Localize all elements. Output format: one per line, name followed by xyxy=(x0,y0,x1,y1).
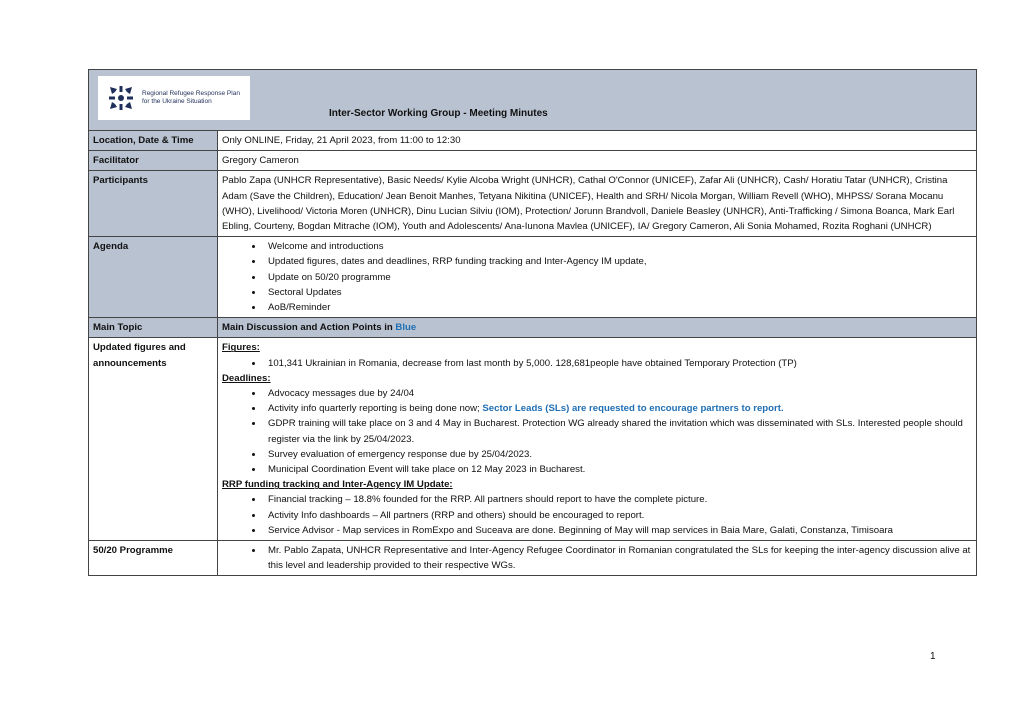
rrp-logo xyxy=(98,76,250,120)
participants-value: Pablo Zapa (UNHCR Representative), Basic Needs/ Kylie Alcoba Wright (UNHCR), Cathal O'Connor (UNICEF), Zafar Ali (UNHCR), Cash/ Horatiu Tatar (UNHCR), Cristina Adam (Save the Children), Education/ Jean Benoit Manhes, Tetyana Nikitina (UNICEF), Health and SRH/ Nicola Morgan, William Revell (WHO), MHPSS/ Sorana Mocanu (WHO), Livelihood/ Victoria Moren (UNHCR), Dinu Lucian Silviu (IOM), Protection/ Jorunn Brandvoll, Daniele Beasley (UNHCR), Anti-Trafficking / Simona Boanca, Mark Earl Ebling, Courteny, Bogdan Mitrache (IOM), Youth and Adolescents/ Ana-Iunona Mavlea (UNICEF), IA/ Gregory Cameron, Ali Sonia Mohamed, Rozita Roghani (UNHCR) xyxy=(218,171,977,237)
agenda-item: • Updated figures, dates and deadlines, RRP funding tracking and Inter-Agency IM update, xyxy=(264,254,972,269)
programme-row xyxy=(89,541,977,576)
agenda-item: • Sectoral Updates xyxy=(264,285,972,300)
main-topic-heading-blue: Blue xyxy=(395,322,417,334)
rrp-item: • Activity Info dashboards – All partners (RRP and others) should be encouraged to report. xyxy=(264,508,972,523)
programme-item: • Mr. Pablo Zapata, UNHCR Representative and Inter-Agency Refugee Coordinator in Romanian congratulated the SLs for keeping the inter-agency discussion alive at this level and leadership provided to their respective WGs. xyxy=(264,543,972,573)
main-topic-row xyxy=(89,318,977,338)
facilitator-value: Gregory Cameron xyxy=(218,151,977,171)
participants-label: Participants xyxy=(89,171,218,237)
main-topic-heading xyxy=(218,318,977,338)
facilitator-row xyxy=(89,151,977,171)
deadline-action-point: Sector Leads (SLs) are requested to encourage partners to report. xyxy=(482,403,784,415)
agenda-item: • Welcome and introductions xyxy=(264,239,972,254)
page-number: 1 xyxy=(930,651,936,662)
rrp-heading: RRP funding tracking and Inter-Agency IM Update: xyxy=(222,479,453,491)
updated-figures-label: Updated figures and announcements xyxy=(89,338,218,541)
deadline-item: • Activity info quarterly reporting is being done now; Sector Leads (SLs) are requested to encourage partners to report. xyxy=(264,401,972,416)
agenda-row xyxy=(89,237,977,318)
header-row xyxy=(89,70,977,131)
deadlines-heading: Deadlines: xyxy=(222,372,271,384)
agenda-item: • AoB/Reminder xyxy=(264,300,972,315)
deadline-item: • Advocacy messages due by 24/04 xyxy=(264,386,972,401)
location-value: Only ONLINE, Friday, 21 April 2023, from 11:00 to 12:30 xyxy=(218,131,977,151)
location-row xyxy=(89,131,977,151)
participants-row xyxy=(89,171,977,237)
programme-content xyxy=(218,541,977,576)
location-label: Location, Date & Time xyxy=(89,131,218,151)
document-title: Inter-Sector Working Group - Meeting Minutes xyxy=(329,108,548,119)
deadline-item: • GDPR training will take place on 3 and 4 May in Bucharest. Protection WG already shared the invitation which was disseminated with SLs. Interested people should register via the link by 25/04/2023. xyxy=(264,416,972,446)
programme-label: 50/20 Programme xyxy=(89,541,218,576)
main-topic-label: Main Topic xyxy=(89,318,218,338)
agenda-label: Agenda xyxy=(89,237,218,318)
logo-text-line2: for the Ukraine Situation xyxy=(142,98,212,105)
rrp-logo-icon xyxy=(106,83,136,113)
deadline-item: • Survey evaluation of emergency response due by 25/04/2023. xyxy=(264,447,972,462)
updated-figures-row xyxy=(89,338,977,541)
figures-heading: Figures: xyxy=(222,342,260,354)
header-cell xyxy=(89,70,977,131)
rrp-item: • Financial tracking – 18.8% founded for the RRP. All partners should report to have the complete picture. xyxy=(264,492,972,507)
minutes-table xyxy=(88,69,977,576)
agenda-list xyxy=(222,239,972,315)
rrp-item: • Service Advisor - Map services in RomExpo and Suceava are done. Beginning of May will map services in Baia Mare, Galati, Constanza, Timisoara xyxy=(264,523,972,538)
logo-text-line1: Regional Refugee Response Plan xyxy=(142,90,240,97)
updated-figures-content xyxy=(218,338,977,541)
facilitator-label: Facilitator xyxy=(89,151,218,171)
agenda-item: • Update on 50/20 programme xyxy=(264,270,972,285)
deadline-item: • Municipal Coordination Event will take place on 12 May 2023 in Bucharest. xyxy=(264,462,972,477)
main-topic-heading-text: Main Discussion and Action Points in xyxy=(222,322,393,334)
figures-item: • 101,341 Ukrainian in Romania, decrease from last month by 5,000. 128,681people have obtained Temporary Protection (TP) xyxy=(264,356,972,371)
